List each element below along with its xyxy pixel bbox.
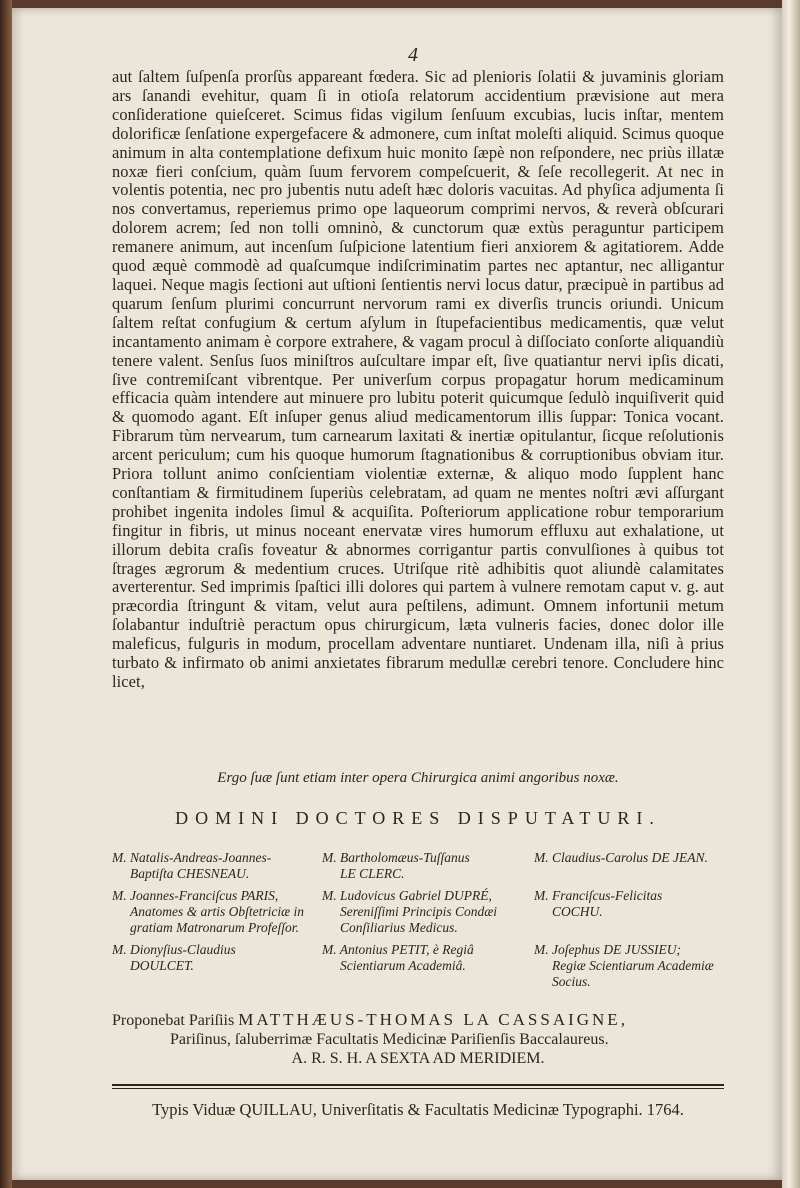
candidate-block <box>112 1010 724 1068</box>
doctor-name: M. Dionyſius-Claudius <box>112 942 236 957</box>
doctor-name: M. Antonius PETIT, è Regiâ <box>322 942 474 957</box>
body-paragraph <box>112 68 724 692</box>
page-edge <box>782 0 800 1188</box>
doctor-entry <box>322 888 534 936</box>
doctor-name: M. Ludovicus Gabriel DUPRÉ, <box>322 888 492 903</box>
doctor-entry <box>112 888 322 936</box>
doctors-heading: DOMINI DOCTORES DISPUTATURI. <box>175 808 661 828</box>
doctor-detail: Sereniſſimi Principis Condæi Conſiliarius Medicus. <box>340 904 497 935</box>
divider-rule-thin <box>112 1088 724 1089</box>
doctor-entry <box>534 888 732 936</box>
printer-imprint: Typis Viduæ QUILLAU, Univerſitatis & Facultatis Medicinæ Typographi. 1764. <box>152 1100 684 1119</box>
doctor-name: M. Natalis-Andreas-Joannes- <box>112 850 272 865</box>
candidate-title: Pariſinus, ſaluberrimæ Facultatis Medicinæ Pariſienſis Baccalaureus. <box>170 1031 609 1048</box>
doctors-list <box>112 850 732 990</box>
doctor-entry <box>322 942 534 990</box>
proponebat-prefix: Proponebat Pariſiis <box>112 1012 235 1029</box>
candidate-time: A. R. S. H. A SEXTA AD MERIDIEM. <box>291 1050 545 1067</box>
book-spine-shadow <box>0 0 12 1188</box>
doctor-detail: COCHU. <box>552 904 603 919</box>
doctor-name: M. Claudius-Carolus DE JEAN. <box>534 850 708 865</box>
candidate-line <box>112 1010 724 1030</box>
doctor-entry <box>112 942 322 990</box>
doctor-detail: Baptiſta CHESNEAU. <box>130 866 250 881</box>
doctor-entry <box>322 850 534 882</box>
doctor-name: M. Bartholomæus-Tuſſanus <box>322 850 470 865</box>
paragraph-text: aut ſaltem ſuſpenſa prorſùs appareant fœdera. Sic ad plenioris ſolatii & juvaminis gloriam ars ſanandi evehitur, quam ſi in otioſa relatorum accidentium prævisione aut mera conſideratione quieſceret. Scimus fidas vigilum ſenſuum excubias, lucis inſtar, mentem dolorificæ ſenſatione expergefacere & admonere, cum inſtat moleſti aliquid. Scimus quoque animum in alta contemplatione defixum huic monito ſæpè non reſpondere, nec priùs illatæ noxæ fieri conſcium, quàm ſuum fervorem compeſcuerit, & ſeſe recollegerit. At nec in volentis potentia, nec pro jubentis nutu adeſt hæc doloris vacuitas. Ad phyſica adjumenta ſi nos convertamus, reperiemus primo ope laqueorum comprimi nervos, & reverà obſcurari dolorem acrem; ſed non tolli omninò, & cunctorum quæ extùs peraguntur participem remanere animum, aut incenſum ſuſpicione latentium fieri anxiorem & agitatiorem. Adde quod æquè commodè ad quaſcumque indiſcriminatim partes nec aptantur, nec alligantur laquei. Neque magis ſectioni aut uſtioni ſentientis nervi locus datur, præcipuè in partibus ad quarum ſenſum plurimi concurrunt nervorum rami ex diverſis truncis oriundi. Unicum ſaltem reſtat confugium & certum aſylum in ſtupefacientibus medicamentis, quæ velut incantamento animam è corpore extrahere, & vagam procul à diſſociato conſorte aliquandiù tenere valent. Senſus ſuos miniſtros auſcultare impar eſt, ſive quatiantur nervi ipſis dicati, ſive contremiſcant vibrentque. Per univerſum corpus propagatur horum medicaminum efficacia quàm intendere aut minuere pro lubitu poterit quicumque ſedulò inquiſiverit quid & quomodo agant. Eſt inſuper genus aliud medicamentorum illis ſuppar: Tonica vocant. Fibrarum tùm nervearum, tum carnearum laxitati & inertiæ opitulantur, ſicque reſolutionis arcent periculum; cum his quoque humorum ſtagnationibus & corruptionibus obviam itur. Priora tollunt animo conſcientiam violentiæ externæ, & aliquo modo ſupplent hanc conſtantiam & firmitudinem ſuperiùs celebratam, ad quam ne mentes noſtri ævi aſſurgant prohibet ingenita indoles ſimul & acquiſita. Poſteriorum applicatione robur temporarium fingitur in fibris, ut minus noceant enervatæ vires humorum effluxu aut exhalatione, ut illorum debita craſis foveatur & abnormes corrigantur partis convulſiones à quibus tot ſtrages ægrorum & medentium cruces. Utriſque ritè adhibitis quot aliundè calamitates averterentur. Sed imprimis ſpaſtici illi dolores qui partem à vulnere remotam caput v. g. aut præcordia ſtringunt & vitam, velut aura peſtilens, adimunt. Omnem infortunii metum ſolabantur induſtriè peractum opus chirurgicum, læta vulneris facies, donec dolor ille maleficus, fulguris in modum, procellam adventare nuntiaret. Undenam illa, niſi à prius turbato & infirmato ob animi anxietates fibrarum medullæ cerebri tenore. Concludere hinc licet, <box>112 67 724 691</box>
doctor-detail: LE CLERC. <box>340 866 405 881</box>
doctor-entry <box>112 850 322 882</box>
candidate-name: MATTHÆUS-THOMAS LA CASSAIGNE, <box>238 1010 628 1029</box>
thesis-conclusion: Ergo ſuæ ſunt etiam inter opera Chirurgica animi angoribus noxæ. <box>217 770 619 786</box>
doctor-name: M. Franciſcus-Felicitas <box>534 888 663 903</box>
doctor-entry <box>534 942 732 990</box>
doctor-detail: DOULCET. <box>130 958 194 973</box>
doctor-detail: Anatomes & artis Obſtetriciæ in gratiam Matronarum Profeſſor. <box>130 904 304 935</box>
doctor-name: M. Joſephus DE JUSSIEU; <box>534 942 681 957</box>
doctor-entry <box>534 850 732 882</box>
divider-rule <box>112 1084 724 1086</box>
doctor-detail: Scientiarum Academiâ. <box>340 958 466 973</box>
doctor-detail: Regiæ Scientiarum Academiæ Socius. <box>552 958 714 989</box>
doctor-name: M. Joannes-Franciſcus PARIS, <box>112 888 279 903</box>
page-number: 4 <box>408 44 418 66</box>
